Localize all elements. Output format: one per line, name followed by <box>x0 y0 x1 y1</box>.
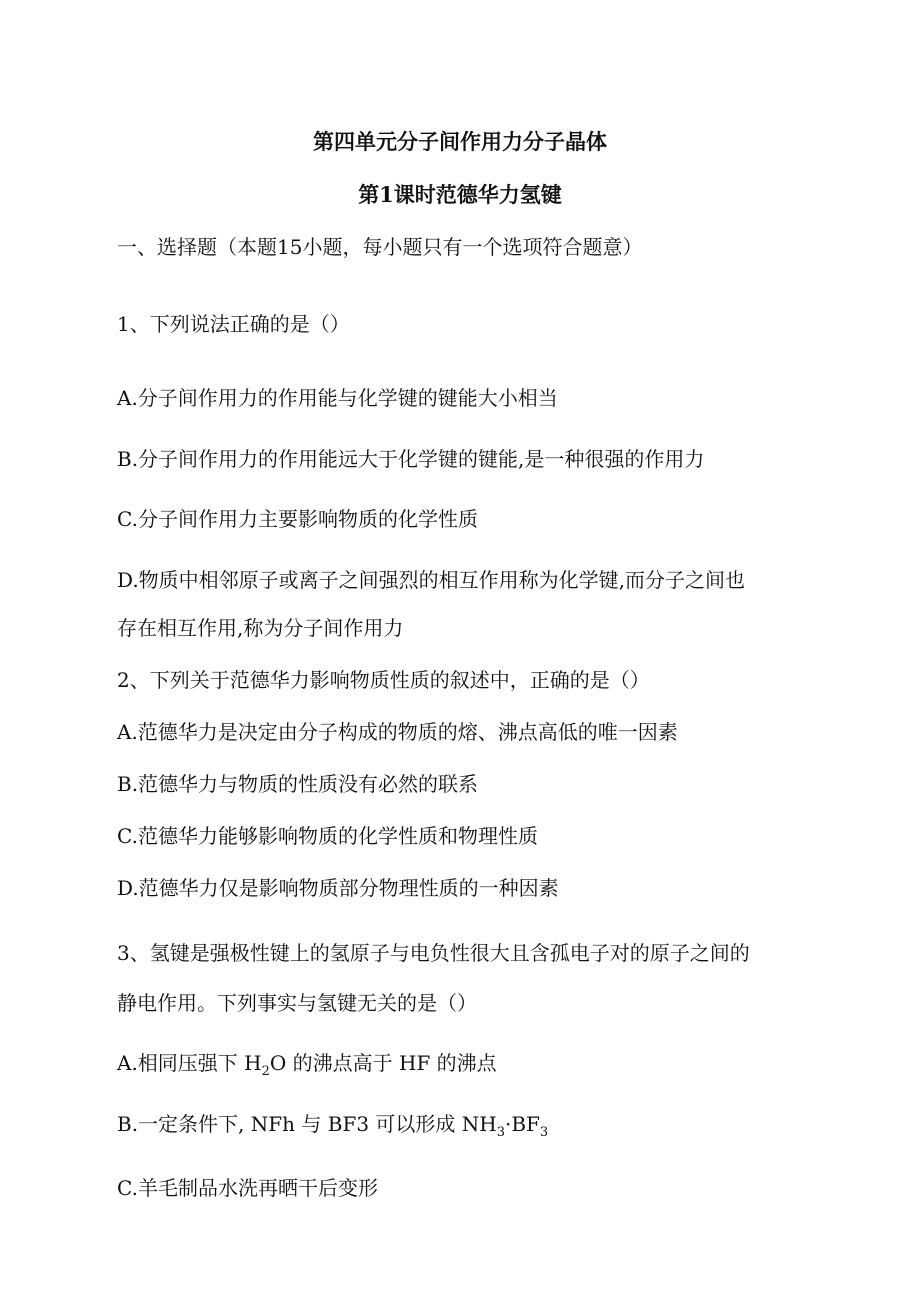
question-3-stem-line-2: 静电作用。下列事实与氢键无关的是（） <box>117 991 477 1015</box>
option-b-text-middle: ·BF <box>504 1112 540 1136</box>
question-1-option-a: A.分子间作用力的作用能与化学键的键能大小相当 <box>117 386 558 410</box>
question-3-stem-line-1: 3、氢键是强极性键上的氢原子与电负性很大且含孤电子对的原子之间的 <box>117 941 750 965</box>
subscript: 2 <box>261 1064 270 1079</box>
option-a-text-end: O 的沸点高于 HF 的沸点 <box>269 1051 497 1075</box>
question-2-option-c: C.范德华力能够影响物质的化学性质和物理性质 <box>117 824 538 848</box>
lesson-subtitle: 第1课时范德华力氢键 <box>358 182 562 207</box>
question-1-stem: 1、下列说法正确的是（） <box>117 312 350 336</box>
question-2-stem: 2、下列关于范德华力影响物质性质的叙述中，正确的是（） <box>117 668 650 692</box>
option-b-text-start: B.一定条件下, NFh 与 BF3 可以形成 NH <box>117 1112 497 1136</box>
question-3-option-c: C.羊毛制品水洗再晒干后变形 <box>117 1176 378 1200</box>
question-1-option-d-line-2: 存在相互作用,称为分子间作用力 <box>117 616 404 640</box>
document-title: 第四单元分子间作用力分子晶体 <box>313 129 607 154</box>
question-1-option-d-line-1: D.物质中相邻原子或离子之间强烈的相互作用称为化学键,而分子之间也 <box>117 568 746 592</box>
option-a-text-start: A.相同压强下 H <box>117 1051 262 1075</box>
subscript: 3 <box>539 1125 549 1140</box>
question-3-option-b <box>117 1110 548 1142</box>
section-heading: 一、选择题（本题15小题，每小题只有一个选项符合题意） <box>117 235 643 259</box>
question-2-option-a: A.范德华力是决定由分子构成的物质的熔、沸点高低的唯一因素 <box>117 720 678 744</box>
question-2-option-d: D.范德华力仅是影响物质部分物理性质的一种因素 <box>117 876 559 900</box>
question-2-option-b: B.范德华力与物质的性质没有必然的联系 <box>117 772 479 796</box>
question-1-option-b: B.分子间作用力的作用能远大于化学键的键能,是一种很强的作用力 <box>117 447 705 471</box>
question-3-option-a <box>117 1049 497 1081</box>
subscript: 3 <box>496 1125 505 1140</box>
question-1-option-c: C.分子间作用力主要影响物质的化学性质 <box>117 507 478 531</box>
